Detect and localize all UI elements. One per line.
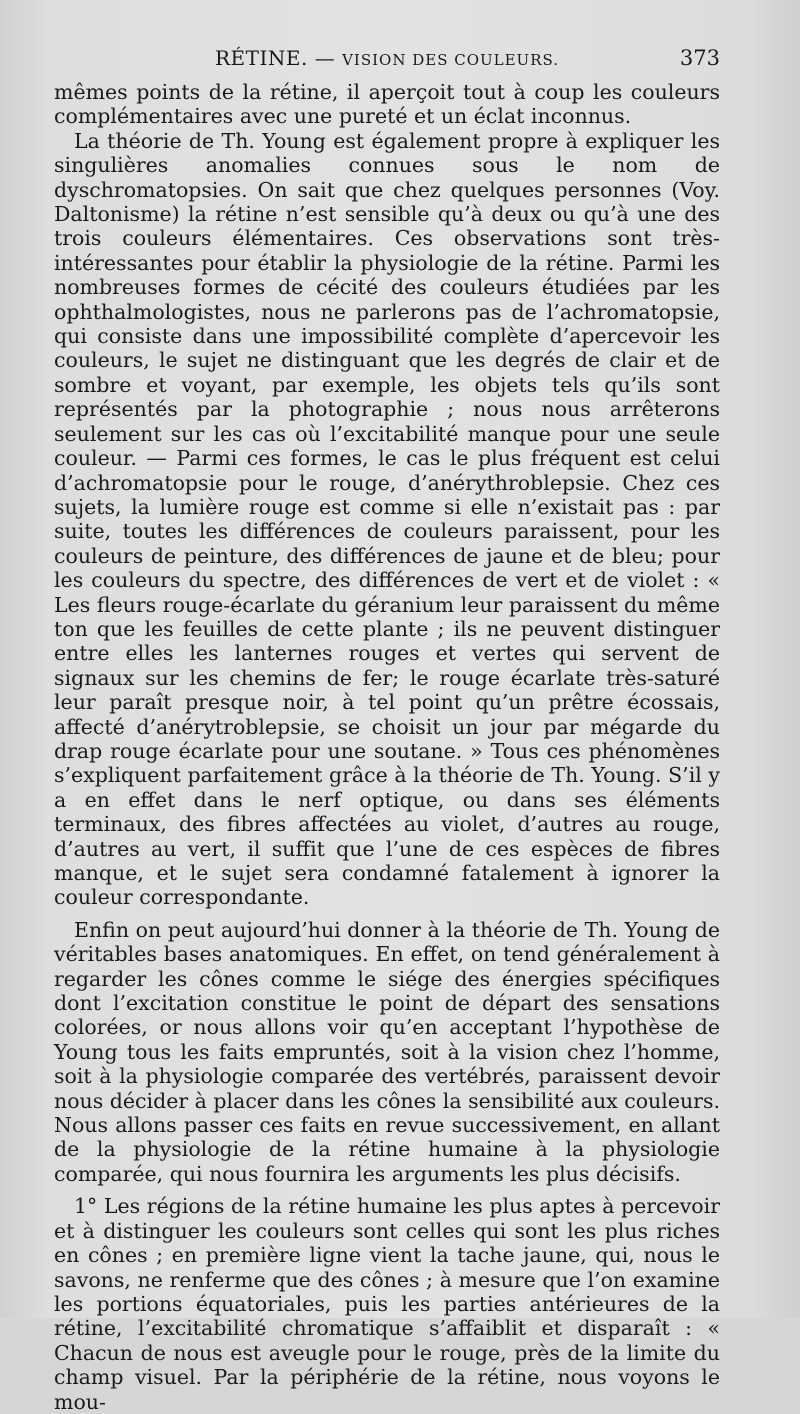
page-header [54, 46, 720, 76]
paragraph-anatomical-bases: Enfin on peut aujourd’hui donner à la théorie de Th. Young de véritables bases anatomiques. En effet, on tend généralement à regarder les cônes comme le siége des énergies spécifiques dont l’excitation constitue le point de départ des sensations colorées, or nous allons voir qu’en acceptant l’hypothèse de Young tous les faits empruntés, soit à la vision chez l’homme, soit à la physiologie comparée des vertébrés, paraissent devoir nous décider à placer dans les cônes la sensibilité aux couleurs. Nous allons passer ces faits en revue successivement, en allant de la physiologie de la rétine humaine à la physiologie comparée, qui nous fournira les arguments les plus décisifs. [54, 917, 720, 1186]
paragraph-young-theory: La théorie de Th. Young est également propre à expliquer les singulières anomalies connues sous le nom de dyschromatopsies. On sait que chez quelques personnes (Voy. Daltonisme) la rétine n’est sensible qu’à deux ou qu’à une des trois couleurs élémentaires. Ces observations sont très-intéressantes pour établir la physiologie de la rétine. Parmi les nombreuses formes de cécité des couleurs étudiées par les ophthalmologistes, nous ne parlerons pas de l’achromatopsie, qui consiste dans une impossibilité complète d’apercevoir les couleurs, le sujet ne distinguant que les degrés de clair et de sombre et voyant, par exemple, les objets tels qu’ils sont représentés par la photographie ; nous nous arrêterons seulement sur les cas où l’excitabilité manque pour une seule couleur. — Parmi ces formes, le cas le plus fréquent est celui d’achromatopsie pour le rouge, d’anérythroblepsie. Chez ces sujets, la lumière rouge est comme si elle n’existait pas : par suite, toutes les différences de couleurs paraissent, pour les couleurs de peinture, des différences de jaune et de bleu; pour les couleurs du spectre, des différences de vert et de violet : « Les fleurs rouge-écarlate du géranium leur paraissent du même ton que les feuilles de cette plante ; ils ne peuvent distinguer entre elles les lanternes rouges et vertes qui servent de signaux sur les chemins de fer; le rouge écarlate très-saturé leur paraît presque noir, à tel point qu’un prêtre écossais, affecté d’anérytroblepsie, se choisit un jour par mégarde du drap rouge écarlate pour une soutane. » Tous ces phénomènes s’expliquent parfaitement grâce à la théorie de Th. Young. S’il y a en effet dans le nerf optique, ou dans ses éléments terminaux, des fibres affectées au violet, d’autres au rouge, d’autres au vert, il suffit que l’une de ces espèces de fibres manque, et le sujet sera condamné fatalement à ignorer la couleur correspondante. [54, 128, 720, 910]
page-body [54, 80, 720, 1414]
paragraph-continued: mêmes points de la rétine, il aperçoit tout à coup les couleurs complémentaires avec une pureté et un éclat inconnus. [54, 80, 720, 129]
paragraph-retina-regions: 1° Les régions de la rétine humaine les plus aptes à percevoir et à distinguer les couleurs sont celles qui sont les plus riches en cônes ; en première ligne vient la tache jaune, qui, nous le savons, ne renferme que des cônes ; à mesure que l’on examine les portions équatoriales, puis les parties antérieures de la rétine, l’excitabilité chromatique s’affaiblit et disparaît : « Chacun de nous est aveugle pour le rouge, près de la limite du champ visuel. Par la périphérie de la rétine, nous voyons le mou- [54, 1194, 720, 1414]
running-head-main: RÉTINE. — [214, 46, 336, 70]
running-head-subtitle: VISION DES COULEURS. [342, 51, 560, 69]
page-number: 373 [679, 46, 720, 70]
running-head [54, 46, 720, 70]
